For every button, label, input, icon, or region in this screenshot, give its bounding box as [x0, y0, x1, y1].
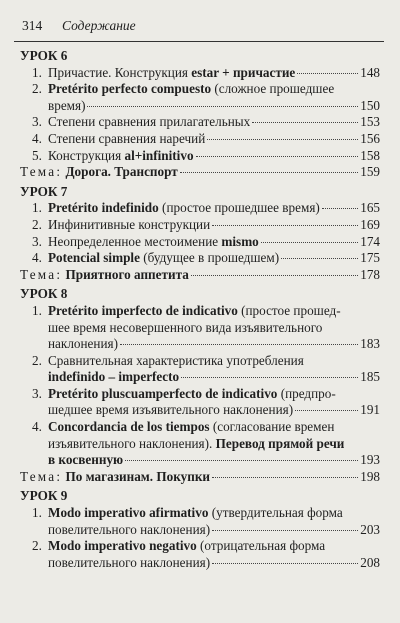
plain-text: (согласование времен: [209, 419, 335, 435]
entry-text: [48, 353, 304, 370]
page-ref: 193: [360, 452, 380, 468]
page-ref: 159: [360, 164, 380, 180]
entry-number: 1.: [32, 302, 42, 318]
plain-text: (простое прошедшее время): [158, 200, 320, 216]
entry-text: [48, 98, 85, 115]
entry-line: [48, 148, 380, 165]
dot-leader: [207, 139, 358, 140]
entry-line: [48, 114, 380, 131]
entry-text: [48, 436, 344, 453]
entry-continuation: [48, 320, 380, 337]
entry-text: [48, 369, 179, 386]
toc-entry: [20, 303, 380, 353]
toc-entry: [20, 538, 380, 571]
dot-leader: [297, 73, 358, 74]
page-ref: 148: [360, 64, 380, 80]
lesson-section: [20, 48, 380, 181]
entry-text: [48, 505, 343, 522]
toc-entry: [20, 419, 380, 469]
entry-text: [48, 419, 334, 436]
dot-leader: [252, 122, 358, 123]
entry-number: 1.: [32, 200, 42, 216]
entry-text: [48, 131, 205, 148]
topic-entry: [20, 469, 380, 486]
entry-line: [48, 419, 380, 436]
entry-continuation: [48, 336, 380, 353]
plain-text: (предпро-: [277, 385, 336, 401]
entry-line: [48, 234, 380, 251]
plain-text: Сравнительная характеристика употребления: [48, 352, 304, 368]
dot-leader: [281, 258, 358, 259]
entry-text: [48, 250, 279, 267]
page-ref: 203: [360, 521, 380, 537]
plain-text: шее время несовершенного вида изъявительного: [48, 319, 323, 335]
dot-leader: [322, 208, 358, 209]
entry-text: [48, 303, 341, 320]
entry-line: [48, 250, 380, 267]
dot-leader: [181, 377, 358, 378]
topic-text: [20, 164, 178, 181]
lesson-section: [20, 488, 380, 571]
bold-term: mismo: [221, 233, 259, 249]
entry-text: [48, 234, 259, 251]
topic-label: Тема:: [20, 266, 63, 282]
page-ref: 183: [360, 336, 380, 352]
bold-term: indefinido – imperfecto: [48, 369, 180, 385]
dot-leader: [125, 460, 358, 461]
dot-leader: [295, 410, 358, 411]
entry-line: [48, 81, 380, 98]
plain-text: шедшее время изъявительного наклонения): [48, 402, 294, 418]
running-title: Содержание: [62, 18, 136, 33]
bold-term: в косвенную: [48, 452, 124, 468]
entry-text: [48, 538, 325, 555]
lesson-section: [20, 286, 380, 485]
bold-term: Pretérito pluscuamperfecto de indicativo: [48, 385, 278, 401]
entry-line: [48, 538, 380, 555]
entry-continuation: [48, 369, 380, 386]
entry-number: 3.: [32, 114, 42, 130]
toc-entry: [20, 148, 380, 165]
topic-text: [20, 267, 189, 284]
entry-number: 5.: [32, 147, 42, 163]
bold-term: Pretérito indefinido: [48, 200, 159, 216]
toc-entry: [20, 353, 380, 386]
dot-leader: [180, 172, 358, 173]
entry-number: 2.: [32, 81, 42, 97]
lesson-title: УРОК 9: [20, 488, 68, 504]
entry-text: [48, 217, 210, 234]
entry-text: [48, 386, 336, 403]
page-ref: 185: [360, 369, 380, 385]
entry-text: [48, 522, 210, 539]
dot-leader: [212, 563, 358, 564]
plain-text: Степени сравнения прилагательных: [48, 114, 251, 130]
plain-text: наклонения): [48, 336, 118, 352]
entry-line: [48, 217, 380, 234]
entry-text: [48, 555, 210, 572]
page-ref: 158: [360, 147, 380, 163]
toc-entry: [20, 114, 380, 131]
entry-number: 4.: [32, 419, 42, 435]
page-ref: 165: [360, 200, 380, 216]
topic-name: Приятного аппетита: [65, 266, 189, 282]
bold-term: Potencial simple: [48, 250, 140, 266]
page-ref: 178: [360, 266, 380, 282]
plain-text: Причастие. Конструкция: [48, 64, 192, 80]
page-ref: 169: [360, 216, 380, 232]
entry-number: 2.: [32, 352, 42, 368]
plain-text: повелительного наклонения): [48, 521, 211, 537]
toc-entry: [20, 131, 380, 148]
entry-continuation: [48, 522, 380, 539]
lesson-title: УРОК 7: [20, 183, 68, 199]
toc-entry: [20, 250, 380, 267]
toc-entry: [20, 65, 380, 82]
page-ref: 175: [360, 250, 380, 266]
entry-number: 1.: [32, 64, 42, 80]
plain-text: время): [48, 97, 86, 113]
topic-text: [20, 469, 210, 486]
toc-entry: [20, 386, 380, 419]
entry-number: 4.: [32, 130, 42, 146]
toc-entry: [20, 505, 380, 538]
plain-text: (будущее в прошедшем): [139, 250, 280, 266]
topic-entry: [20, 164, 380, 181]
entry-text: [48, 452, 123, 469]
page-ref: 156: [360, 130, 380, 146]
header-rule: [14, 41, 384, 42]
entry-continuation: [48, 555, 380, 572]
bold-term: estar + причастие: [191, 64, 296, 80]
dot-leader: [120, 344, 358, 345]
plain-text: (простое прошед-: [237, 302, 341, 318]
entry-continuation: [48, 452, 380, 469]
plain-text: Неопределенное местоимение: [48, 233, 222, 249]
entry-text: [48, 336, 118, 353]
page-ref: 174: [360, 233, 380, 249]
page-ref: 153: [360, 114, 380, 130]
dot-leader: [87, 106, 358, 107]
topic-name: По магазинам. Покупки: [65, 468, 211, 484]
entry-text: [48, 320, 322, 337]
plain-text: Инфинитивные конструкции: [48, 216, 211, 232]
bold-term: Concordancia de los tiempos: [48, 419, 210, 435]
entry-line: [48, 303, 380, 320]
entry-line: [48, 131, 380, 148]
entry-continuation: [48, 98, 380, 115]
entry-text: [48, 148, 194, 165]
lesson-title: УРОК 6: [20, 48, 68, 63]
entry-text: [48, 65, 295, 82]
plain-text: (утвердительная форма: [208, 505, 343, 521]
page-ref: 198: [360, 468, 380, 484]
dot-leader: [261, 242, 358, 243]
topic-entry: [20, 267, 380, 284]
page-ref: 191: [360, 402, 380, 418]
toc-entry: [20, 217, 380, 234]
dot-leader: [212, 530, 358, 531]
entry-text: [48, 114, 250, 131]
page-header: [22, 18, 378, 38]
dot-leader: [212, 477, 358, 478]
lesson-section: [20, 184, 380, 284]
bold-term: Modo imperativo negativo: [48, 538, 197, 554]
topic-name: Дорога. Транспорт: [65, 164, 178, 180]
table-of-contents: [20, 48, 380, 571]
dot-leader: [196, 156, 359, 157]
entry-number: 2.: [32, 538, 42, 554]
entry-continuation: [48, 436, 380, 453]
entry-number: 3.: [32, 233, 42, 249]
bold-term: al+infinitivo: [124, 147, 194, 163]
entry-text: [48, 200, 320, 217]
entry-number: 3.: [32, 385, 42, 401]
plain-text: Конструкция: [48, 147, 125, 163]
topic-label: Тема:: [20, 164, 63, 180]
dot-leader: [212, 225, 358, 226]
entry-continuation: [48, 402, 380, 419]
toc-entry: [20, 234, 380, 251]
lesson-title: УРОК 8: [20, 286, 68, 302]
bold-term: Modo imperativo afirmativo: [48, 505, 209, 521]
toc-entry: [20, 81, 380, 114]
topic-label: Тема:: [20, 468, 63, 484]
plain-text: (отрицательная форма: [196, 538, 326, 554]
entry-number: 4.: [32, 250, 42, 266]
page-number: 314: [22, 18, 43, 33]
bold-term: Pretérito imperfecto de indicativo: [48, 302, 238, 318]
bold-term: Перевод прямой речи: [215, 435, 345, 451]
entry-line: [48, 65, 380, 82]
entry-line: [48, 353, 380, 370]
entry-number: 1.: [32, 505, 42, 521]
page-ref: 150: [360, 97, 380, 113]
plain-text: изъявительного наклонения).: [48, 435, 216, 451]
entry-text: [48, 402, 293, 419]
bold-term: Pretérito perfecto compuesto: [48, 81, 212, 97]
page-ref: 208: [360, 554, 380, 570]
entry-number: 2.: [32, 216, 42, 232]
plain-text: (сложное прошедшее: [211, 81, 335, 97]
entry-line: [48, 505, 380, 522]
dot-leader: [191, 275, 358, 276]
entry-line: [48, 200, 380, 217]
plain-text: повелительного наклонения): [48, 554, 211, 570]
entry-line: [48, 386, 380, 403]
toc-entry: [20, 200, 380, 217]
plain-text: Степени сравнения наречий: [48, 130, 206, 146]
entry-text: [48, 81, 334, 98]
